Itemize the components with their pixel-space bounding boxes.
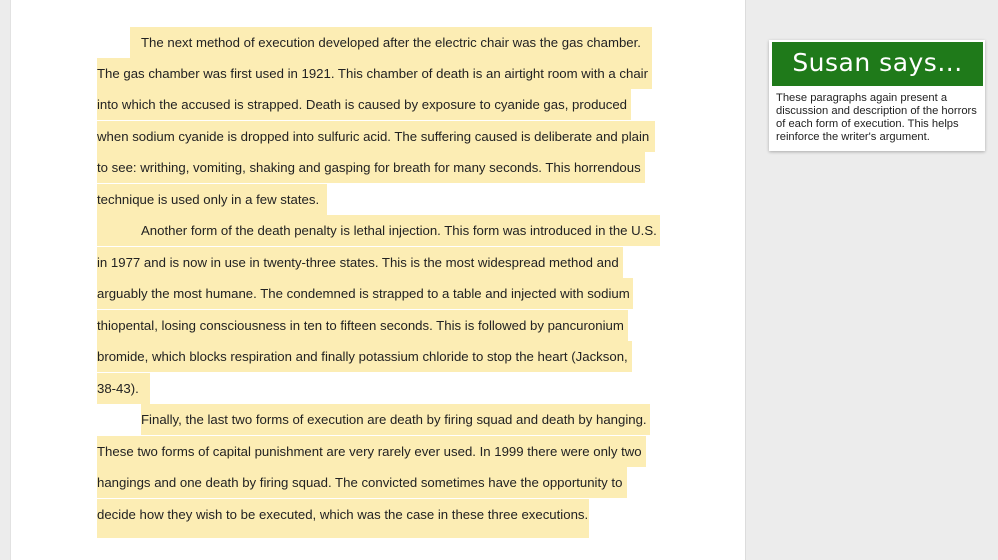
text-line: hangings and one death by firing squad. The convicted sometimes have the opportunity to xyxy=(97,467,627,498)
text-line: thiopental, losing consciousness in ten to fifteen seconds. This is followed by pancuronium xyxy=(97,310,628,341)
text-line: bromide, which blocks respiration and finally potassium chloride to stop the heart (Jackson, xyxy=(97,341,632,372)
comment-card xyxy=(769,40,985,151)
comment-title: Susan says... xyxy=(772,42,983,86)
comment-body: These paragraphs again present a discussion and description of the horrors of each form of execution. This helps reinforce the writer's argument. xyxy=(776,92,977,143)
text-line: Another form of the death penalty is lethal injection. This form was introduced in the U.S. xyxy=(97,215,660,246)
text-line: These two forms of capital punishment are very rarely ever used. In 1999 there were only two xyxy=(97,436,646,467)
text-line: decide how they wish to be executed, which was the case in these three executions. xyxy=(97,499,589,538)
text-line: The next method of execution developed after the electric chair was the gas chamber. xyxy=(130,27,652,58)
text-line: when sodium cyanide is dropped into sulfuric acid. The suffering caused is deliberate and plain xyxy=(97,121,655,152)
text-line: 38-43). xyxy=(97,373,150,404)
text-line: technique is used only in a few states. xyxy=(97,184,327,215)
text-line: in 1977 and is now in use in twenty-three states. This is the most widespread method and xyxy=(97,247,623,278)
text-line: arguably the most humane. The condemned is strapped to a table and injected with sodium xyxy=(97,278,633,309)
text-line: The gas chamber was first used in 1921. This chamber of death is an airtight room with a chair xyxy=(97,58,652,89)
text-line: to see: writhing, vomiting, shaking and gasping for breath for many seconds. This horrendous xyxy=(97,152,645,183)
text-line: Finally, the last two forms of execution are death by firing squad and death by hanging. xyxy=(141,404,650,435)
text-line: into which the accused is strapped. Death is caused by exposure to cyanide gas, produced xyxy=(97,89,631,120)
